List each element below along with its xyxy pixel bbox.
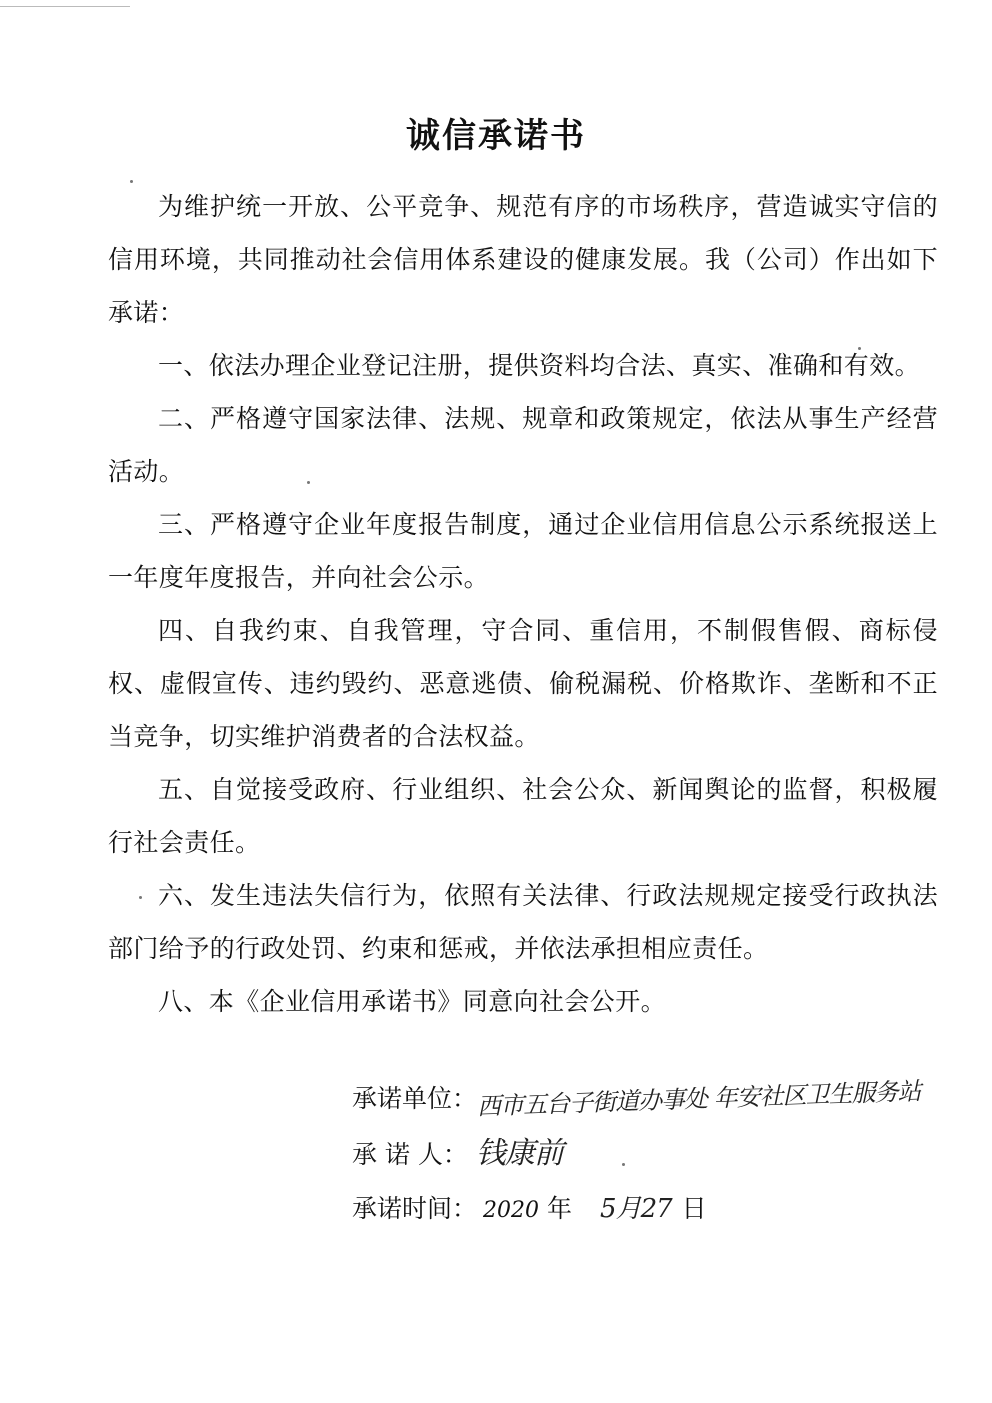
month-day-handwritten: 5月27: [600, 1194, 672, 1224]
time-label: 承诺时间：: [352, 1194, 478, 1223]
commitment-item-6: 六、发生违法失信行为，依照有关法律、行政法规规定接受行政执法部门给予的行政处罚、约束和惩戒，并依法承担相应责任。: [108, 881, 938, 963]
commitment-item-1: 一、依法办理企业登记注册，提供资料均合法、真实、准确和有效。: [158, 351, 921, 380]
time-row: [352, 1183, 921, 1238]
unit-row: [352, 1073, 921, 1128]
person-signature: 钱康前: [475, 1136, 563, 1171]
signature-block: [352, 1073, 921, 1238]
day-unit: 日: [681, 1194, 707, 1223]
unit-handwritten-value: 西市五台子街道办事处 年安社区卫生服务站: [476, 1077, 922, 1121]
commitment-item-8: 八、本《企业信用承诺书》同意向社会公开。: [158, 987, 667, 1016]
commitment-item-2: 二、严格遵守国家法律、法规、规章和政策规定，依法从事生产经营活动。: [108, 404, 938, 486]
year-handwritten: 2020: [483, 1198, 540, 1223]
scan-artifact: [0, 6, 130, 7]
document-body: [108, 180, 938, 1028]
commitment-item-5: 五、自觉接受政府、行业组织、社会公众、新闻舆论的监督，积极履行社会责任。: [108, 775, 938, 857]
person-row: [352, 1128, 921, 1183]
person-label: 承 诺 人：: [352, 1140, 468, 1169]
unit-label: 承诺单位：: [352, 1084, 478, 1113]
year-unit: 年: [547, 1194, 573, 1223]
commitment-item-3: 三、严格遵守企业年度报告制度，通过企业信用信息公示系统报送上一年度年度报告，并向社会公示。: [108, 510, 938, 592]
document-title: 诚信承诺书: [406, 116, 586, 156]
commitment-item-4: 四、自我约束、自我管理，守合同、重信用，不制假售假、商标侵权、虚假宣传、违约毁约、恶意逃债、偷税漏税、价格欺诈、垄断和不正当竞争，切实维护消费者的合法权益。: [108, 616, 938, 751]
intro-paragraph: 为维护统一开放、公平竞争、规范有序的市场秩序，营造诚实守信的信用环境，共同推动社会信用体系建设的健康发展。我（公司）作出如下承诺：: [108, 192, 938, 327]
